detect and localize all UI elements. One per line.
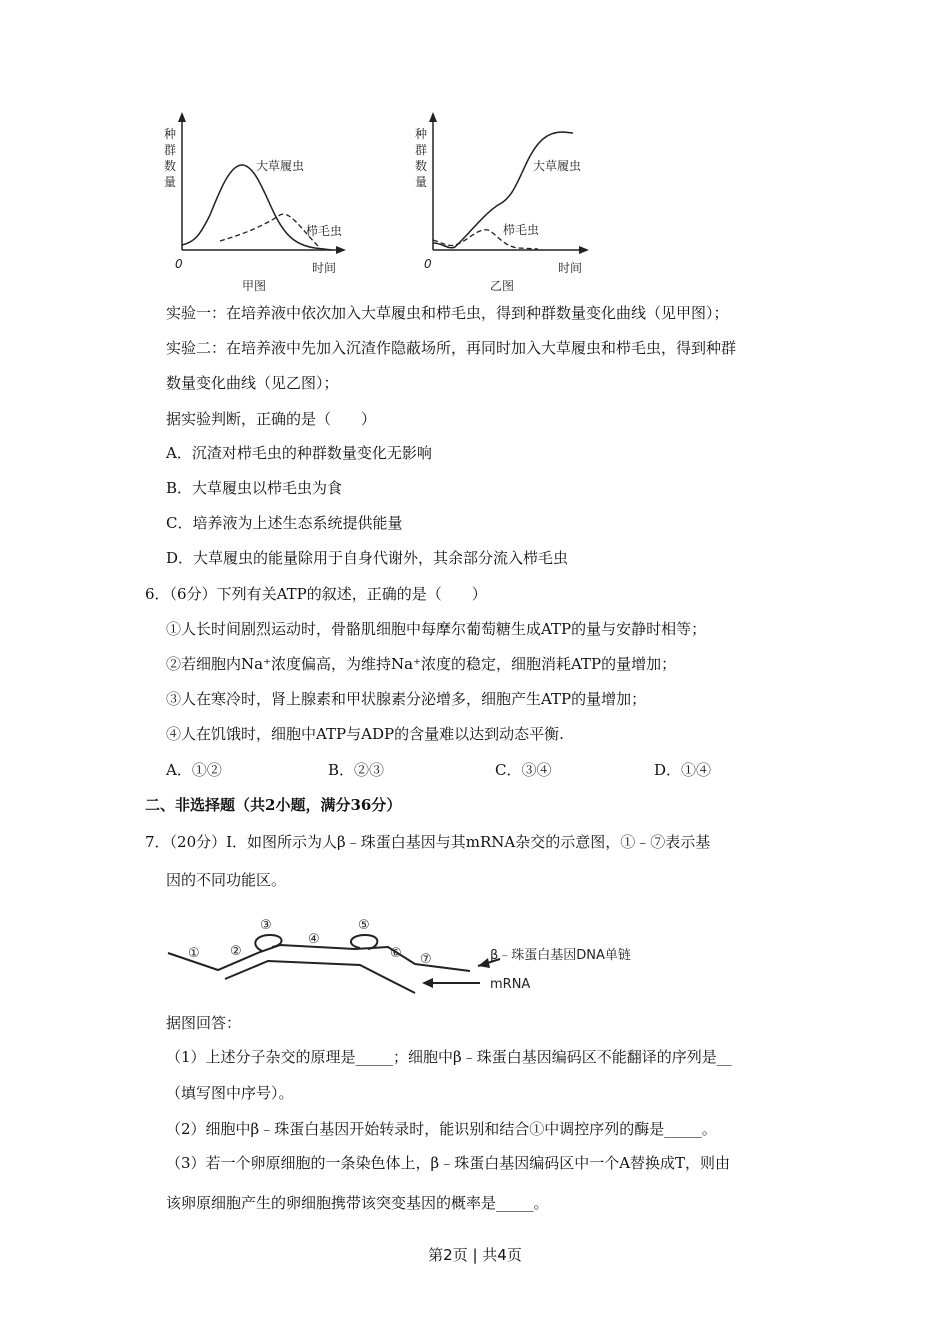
svg-text:量: 量 <box>415 175 428 189</box>
q5-stem: 据实验判断，正确的是（ ） <box>166 410 377 428</box>
figure-yi <box>408 110 608 295</box>
svg-text:③: ③ <box>260 918 272 933</box>
hybridization-diagram <box>160 905 660 1005</box>
svg-text:⑤: ⑤ <box>358 918 370 933</box>
q6-item-1: ①人长时间剧烈运动时，骨骼肌细胞中每摩尔葡萄糖生成ATP的量与安静时相等； <box>166 620 707 638</box>
svg-text:⑥: ⑥ <box>390 946 402 961</box>
svg-text:0: 0 <box>424 257 432 271</box>
svg-text:时间: 时间 <box>558 261 583 275</box>
svg-text:数: 数 <box>164 159 177 173</box>
q6-option-a: A．①② <box>166 761 222 779</box>
svg-text:mRNA: mRNA <box>490 977 531 992</box>
q7-part-3: （3）若一个卵原细胞的一条染色体上，β﹣珠蛋白基因编码区中一个A替换成T，则由 <box>166 1154 731 1172</box>
q6-item-4: ④人在饥饿时，细胞中ATP与ADP的含量难以达到动态平衡. <box>166 725 564 743</box>
page-footer: 第2页 | 共4页 <box>428 1246 522 1264</box>
q7-answer-intro: 据图回答： <box>166 1014 242 1032</box>
svg-text:大草履虫: 大草履虫 <box>533 159 582 173</box>
svg-text:栉毛虫: 栉毛虫 <box>306 224 343 238</box>
q5-option-d: D．大草履虫的能量除用于自身代谢外，其余部分流入栉毛虫 <box>166 549 569 567</box>
q6-stem: 6．（6分）下列有关ATP的叙述，正确的是（ ） <box>145 585 487 603</box>
q5-experiment-2: 实验二：在培养液中先加入沉渣作隐蔽场所，再同时加入大草履虫和栉毛虫，得到种群 <box>166 339 737 357</box>
q5-option-a: A．沉渣对栉毛虫的种群数量变化无影响 <box>166 444 432 462</box>
mrna-strand <box>225 961 415 993</box>
q7-part-1-cont: （填写图中序号）。 <box>166 1084 294 1102</box>
q7-part-3-cont: 该卵原细胞产生的卵细胞携带该突变基因的概率是_____。 <box>166 1194 549 1212</box>
section-heading: 二、非选择题（共2小题，满分36分） <box>145 796 402 814</box>
svg-text:群: 群 <box>164 143 177 157</box>
svg-text:数: 数 <box>415 159 428 173</box>
svg-text:栉毛虫: 栉毛虫 <box>503 223 540 237</box>
svg-text:④: ④ <box>308 932 320 947</box>
q5-option-c: C．培养液为上述生态系统提供能量 <box>166 514 403 532</box>
svg-text:0: 0 <box>175 257 183 271</box>
svg-text:群: 群 <box>415 143 428 157</box>
q7-part-1: （1）上述分子杂交的原理是_____；细胞中β﹣珠蛋白基因编码区不能翻译的序列是__ <box>166 1048 732 1066</box>
svg-text:乙图: 乙图 <box>490 279 515 293</box>
figure-jia <box>160 110 380 295</box>
q6-item-3: ③人在寒冷时，肾上腺素和甲状腺素分泌增多，细胞产生ATP的量增加； <box>166 690 647 708</box>
q6-item-2: ②若细胞内Na⁺浓度偏高，为维持Na⁺浓度的稳定，细胞消耗ATP的量增加； <box>166 655 677 673</box>
svg-text:⑦: ⑦ <box>420 952 432 967</box>
svg-text:②: ② <box>230 944 242 959</box>
svg-text:①: ① <box>188 946 200 961</box>
q5-option-b: B．大草履虫以栉毛虫为食 <box>166 479 343 497</box>
q6-option-d: D．①④ <box>654 761 712 779</box>
svg-text:大草履虫: 大草履虫 <box>256 159 305 173</box>
q7-part-2: （2）细胞中β﹣珠蛋白基因开始转录时，能识别和结合①中调控序列的酶是_____。 <box>166 1120 717 1138</box>
q5-experiment-1: 实验一：在培养液中依次加入大草履虫和栉毛虫，得到种群数量变化曲线（见甲图）； <box>166 304 729 322</box>
q5-experiment-2-cont: 数量变化曲线（见乙图）； <box>166 374 339 392</box>
svg-text:种: 种 <box>415 127 428 141</box>
q6-option-c: C．③④ <box>495 761 552 779</box>
curve-didinium <box>220 214 320 248</box>
svg-text:量: 量 <box>164 175 177 189</box>
svg-text:种: 种 <box>164 127 177 141</box>
q7-stem-cont: 因的不同功能区。 <box>166 871 287 889</box>
q7-stem: 7．（20分）Ⅰ．如图所示为人β﹣珠蛋白基因与其mRNA杂交的示意图，①﹣⑦表示基 <box>145 833 711 851</box>
q6-option-b: B．②③ <box>328 761 385 779</box>
svg-text:甲图: 甲图 <box>242 279 267 293</box>
svg-text:β﹣珠蛋白基因DNA单链: β﹣珠蛋白基因DNA单链 <box>490 948 631 963</box>
svg-text:时间: 时间 <box>312 261 337 275</box>
